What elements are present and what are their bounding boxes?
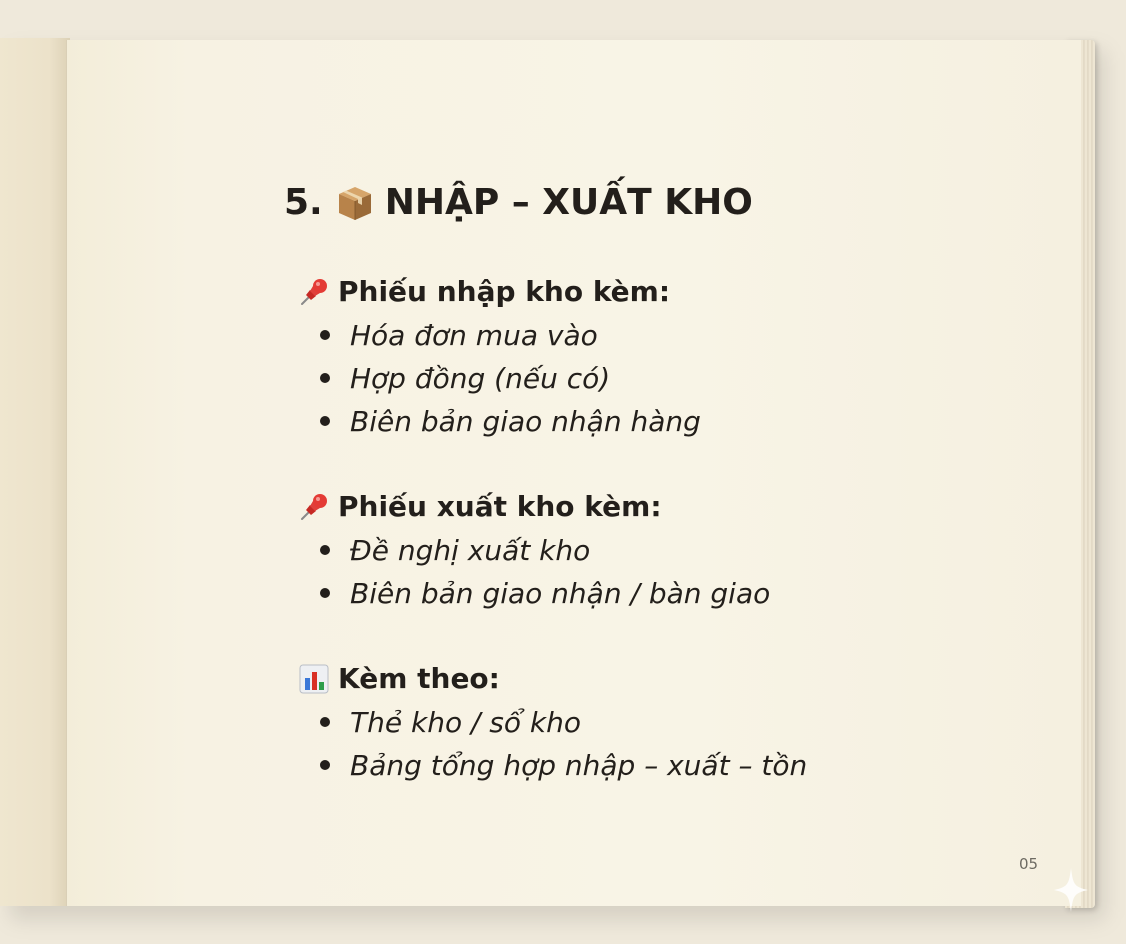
bullet xyxy=(320,373,330,383)
title-text: NHẬP – XUẤT KHO xyxy=(384,182,753,223)
page-title xyxy=(284,176,807,230)
section-heading-text: Phiếu xuất kho kèm: xyxy=(338,490,662,523)
section-heading xyxy=(298,485,807,529)
section-heading xyxy=(298,270,807,314)
list-item xyxy=(298,744,807,787)
section-heading-text: Phiếu nhập kho kèm: xyxy=(338,275,671,308)
list-item-text: Hợp đồng (nếu có) xyxy=(350,362,611,395)
bar-chart-icon xyxy=(298,663,330,695)
section-import xyxy=(298,270,807,443)
bullet xyxy=(320,760,330,770)
list-item xyxy=(298,572,807,615)
section-export xyxy=(298,485,807,615)
list-item-text: Biên bản giao nhận hàng xyxy=(350,405,701,438)
title-number: 5. xyxy=(284,182,323,223)
list-item-text: Đề nghị xuất kho xyxy=(350,534,591,567)
bullet xyxy=(320,416,330,426)
sparkle-icon xyxy=(1052,866,1090,914)
list-item xyxy=(298,314,807,357)
list-item-text: Bảng tổng hợp nhập – xuất – tồn xyxy=(350,749,808,782)
list-item xyxy=(298,357,807,400)
section-attachments xyxy=(298,657,807,787)
page-number: 05 xyxy=(1019,855,1039,873)
page-content xyxy=(284,176,807,829)
item-list xyxy=(298,701,807,787)
bullet xyxy=(320,545,330,555)
section-heading xyxy=(298,657,807,701)
list-item-text: Biên bản giao nhận / bàn giao xyxy=(350,577,771,610)
list-item-text: Thẻ kho / sổ kho xyxy=(350,706,582,739)
item-list xyxy=(298,314,807,443)
bullet xyxy=(320,717,330,727)
bullet xyxy=(320,588,330,598)
pushpin-icon xyxy=(298,491,330,523)
list-item xyxy=(298,400,807,443)
item-list xyxy=(298,529,807,615)
list-item xyxy=(298,529,807,572)
left-page-edge xyxy=(0,38,70,906)
package-icon xyxy=(335,183,375,223)
pushpin-icon xyxy=(298,276,330,308)
list-item-text: Hóa đơn mua vào xyxy=(350,319,598,352)
bullet xyxy=(320,330,330,340)
list-item xyxy=(298,701,807,744)
section-heading-text: Kèm theo: xyxy=(338,662,500,695)
